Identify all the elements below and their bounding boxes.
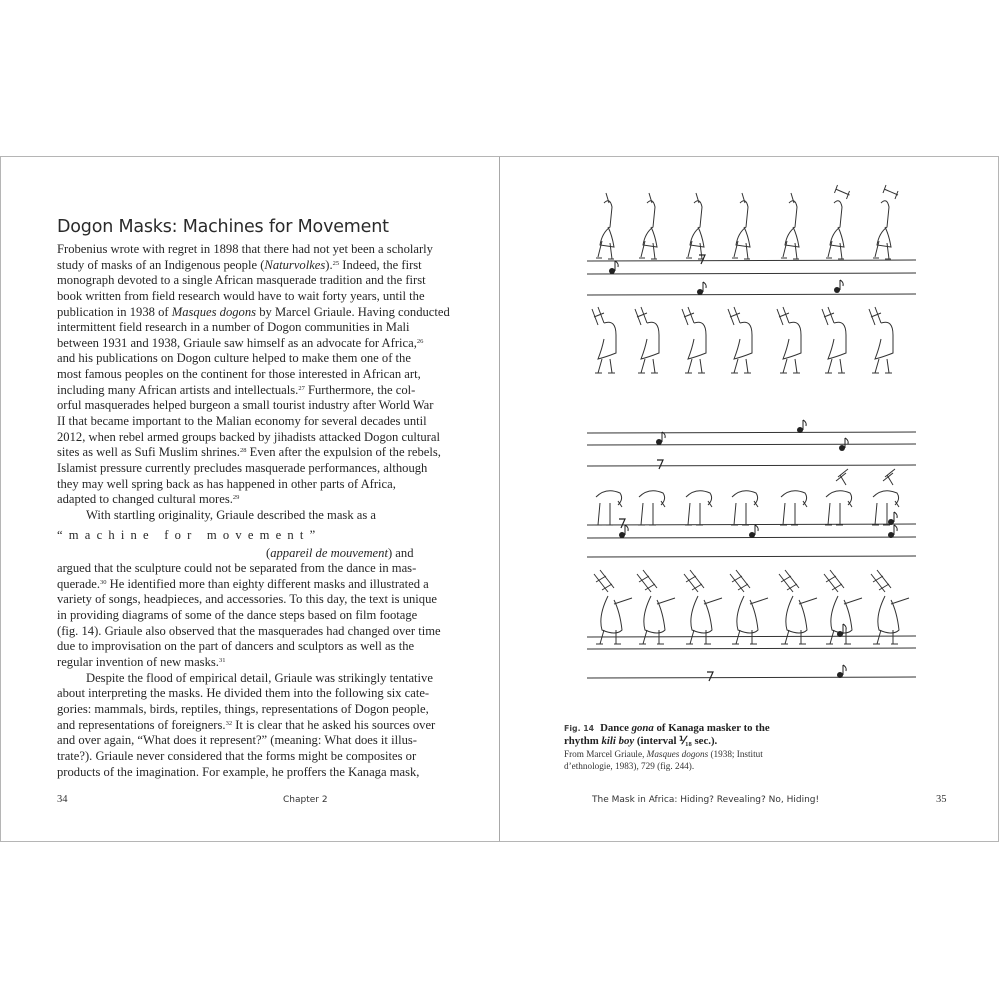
caption-text: rhythm xyxy=(564,735,602,747)
figure-label: Fig. 14 xyxy=(564,724,595,733)
text-line: (fig. 14). Griaule also observed that the masquerades had changed over time xyxy=(57,623,441,638)
paragraph-1 xyxy=(57,242,487,508)
text-line: they may well spring back as has happened in other parts of Africa, xyxy=(57,476,396,491)
left-page xyxy=(0,156,501,842)
footnote-ref: 28 xyxy=(239,447,247,455)
dance-notation-figure xyxy=(584,183,919,708)
text-line: book written from field research would have to wait forty years, until the xyxy=(57,288,425,303)
quote-spaced: “machine for movement” xyxy=(57,527,322,542)
book-spread xyxy=(0,156,999,843)
footnote-ref: 26 xyxy=(416,337,424,345)
quote-french: appareil de mouvement xyxy=(270,545,388,560)
footnote-ref: 31 xyxy=(218,657,226,665)
text-line: gories: mammals, birds, reptiles, things, representations of Dogon people, xyxy=(57,701,429,716)
text-line: including many African artists and intellectuals.$^{27}$ Furthermore, the col- xyxy=(57,382,416,397)
text-line: monograph devoted to a single African masquerade tradition and the first xyxy=(57,273,426,288)
paragraph-3 xyxy=(57,686,487,780)
text-line: and representations of foreigners.$^{32}$ It is clear that he asked his sources over xyxy=(57,717,436,732)
quote-after: and xyxy=(392,545,414,560)
caption-italic: gona xyxy=(631,722,654,734)
text-line: due to improvisation on the part of dancers and sculptors as well as the xyxy=(57,639,415,654)
text-line: argued that the sculpture could not be separated from the dance in mas- xyxy=(57,561,417,576)
body-text xyxy=(57,242,487,780)
quote-french-line: (appareil de mouvement) and xyxy=(266,545,414,560)
source-text: From Marcel Griaule, xyxy=(564,749,647,759)
text-line: and over again, “What does it represent?” (meaning: What does it illus- xyxy=(57,733,417,748)
text-line: study of masks of an Indigenous people (Naturvolkes).$^{25}$ Indeed, the first xyxy=(57,257,422,272)
caption-text: of Kanaga masker to the xyxy=(653,722,770,734)
footnote-ref: 32 xyxy=(225,719,233,727)
text-line: about interpreting the masks. He divided them into the following six cate- xyxy=(57,686,430,701)
folio-left: 34 xyxy=(57,794,68,805)
text-line: intermittent field research in a number of Dogon communities in Mali xyxy=(57,320,410,335)
text-line: Frobenius wrote with regret in 1898 that there had not yet been a scholarly xyxy=(57,242,433,256)
text-line: querade.$^{30}$ He identified more than eighty different masks and illustrated a xyxy=(57,576,429,591)
folio-right: 35 xyxy=(936,794,947,805)
footnote-ref: 27 xyxy=(298,384,305,392)
text-line: Islamist pressure currently precludes masquerade performances, although xyxy=(57,460,428,475)
paragraph-2 xyxy=(57,561,487,670)
caption-title xyxy=(564,722,824,735)
figure-caption xyxy=(564,722,824,772)
paragraph-3-first-line: Despite the flood of empirical detail, Griaule was strikingly tentative xyxy=(86,670,433,685)
text-line: between 1931 and 1938, Griaule saw himself as an advocate for Africa,$^{26}$ xyxy=(57,335,424,350)
section-heading: Dogon Masks: Machines for Movement xyxy=(57,217,389,237)
caption-source xyxy=(564,748,824,772)
text-line: products of the imagination. For example, he proffers the Kanaga mask, xyxy=(57,764,420,779)
text-line: publication in 1938 of Masques dogons by Marcel Griaule. Having conducted xyxy=(57,304,450,319)
footnote-ref: 25 xyxy=(332,259,340,267)
paragraph-2-first-line: With startling originality, Griaule described the mask as a xyxy=(86,507,376,522)
dance-notation-illustration-icon xyxy=(584,183,919,708)
running-head-right: The Mask in Africa: Hiding? Revealing? No, Hiding! xyxy=(592,795,820,805)
source-text: (1938; Institut xyxy=(708,749,763,759)
running-head-left: Chapter 2 xyxy=(283,795,328,805)
text-line: trate?). Griaule never considered that the forms might be composites or xyxy=(57,748,417,763)
caption-text: (interval ⅟₁₈ sec.). xyxy=(634,735,718,747)
text-line: variety of songs, headpieces, and accessories. To this day, the text is unique xyxy=(57,592,437,607)
text-line: 2012, when rebel armed groups backed by jihadists attacked Dogon cultural xyxy=(57,429,440,444)
text-line: II that became important to the Malian economy for several decades until xyxy=(57,414,427,429)
text-line: sites as well as Sufi Muslim shrines.$^{28}$ Even after the expulsion of the rebels, xyxy=(57,445,441,460)
source-italic: Masques dogons xyxy=(646,749,709,759)
text-line: and his publications on Dogon culture helped to make them one of the xyxy=(57,351,411,366)
footnote-ref: 29 xyxy=(232,494,240,502)
right-page xyxy=(500,156,999,842)
text-line: orful masquerades helped burgeon a small tourist industry after World War xyxy=(57,398,434,413)
source-text: d’ethnologie, 1983), 729 (fig. 244). xyxy=(564,761,695,771)
text-line: most famous peoples on the continent for those interested in African art, xyxy=(57,367,421,382)
footnote-ref: 30 xyxy=(100,578,107,586)
text-line: regular invention of new masks.$^{31}$ xyxy=(57,655,226,670)
caption-title-line-2 xyxy=(564,735,824,748)
text-line: in providing diagrams of some of the dance steps based on film footage xyxy=(57,608,418,623)
caption-text: Dance xyxy=(600,722,632,734)
text-line: adapted to changed cultural mores.$^{29}$ xyxy=(57,492,240,507)
caption-italic: kili boy xyxy=(601,735,635,747)
